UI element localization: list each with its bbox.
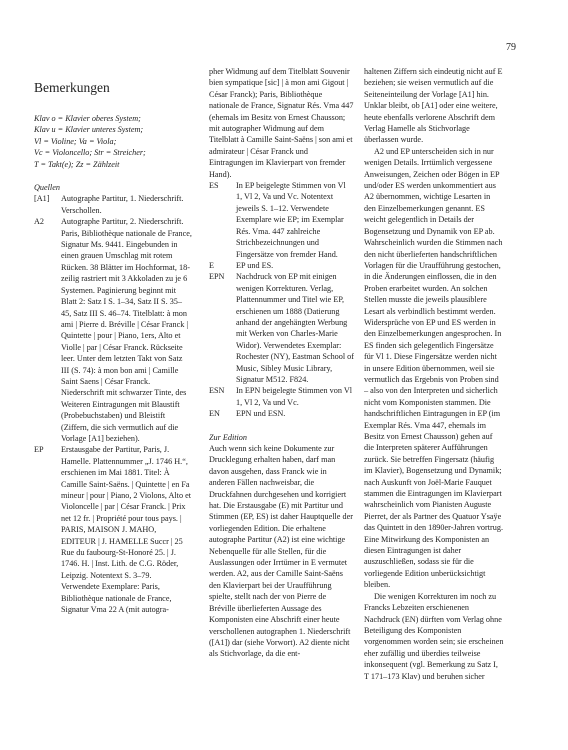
source-text: Autographe Partitur, 2. Niederschrift. Paris, Bibliothèque nationale de France, Signatur Ms. 9441. Eingebunden in einen grauen Umschlag mit rotem Rücken. 38 Blätter im Hochformat, 18-zeilig rastriert mit 3 Akkoladen zu je 6 Systemen. Paginierung beginnt mit Blatt 2: Satz I S. 1–34, Satz II S. 35–45, Satz III S. 46–74. Titelblatt: à mon ami | Pierre d. Bréville | César Franck | Quintette | pour | Piano, 1ers, Alto et Violle | par | César Franck. Rückseite leer. Unter dem letzten Takt von Satz III (S. 74): à mon bon ami | Camille Saint Saens | César Franck. Niederschrift mit schwarzer Tinte, des Weiteren Eintragungen mit Blaustift (Probebuchstaben) und Bleistift (Ziffern, die sich vermutlich auf die Vorlage [A1] beziehen). [61, 217, 192, 443]
source-continuation: pher Widmung auf dem Titelblatt Souvenir bien sympatique [sic] | à mon ami Gigout | César Franck); Paris, Bibliothèque nationale de France, Signatur Rés. Vma 447 (ehemals im Besitz von Ernest Chausson; mit autographer Widmung auf dem Titelblatt à Camille Saint-Saëns | son ami et admirateur | César Franck und Eintragungen im Klavierpart von fremder Hand). [209, 67, 354, 179]
source-entry [209, 408, 354, 419]
edition-paragraph: A2 und EP unterscheiden sich in nur wenigen Details. Irrtümlich vergessene Anweisungen, Zeichen oder Bögen in EP und/oder ES werden unkommentiert aus A2 übernommen, wichtige Lesarten in den Einzelbemerkungen genannt. ES weicht gelegentlich in Details der Bogensetzung und Dynamik von EP ab. Wahrscheinlich wurden die Stimmen nach den nicht überlieferten handschriftlichen Vorlagen für die Uraufführung gestochen, in die Änderungen einflossen, die in den Proben erarbeitet wurden. An solchen Stellen musste die jeweils plausiblere Lesart als verbindlich bestimmt werden. Widersprüche von EP und ES werden in den Einzelbemerkungen angesprochen. In ES finden sich gelegentlich Fingersätze für Vl 1. Diese Fingersätze werden nicht in unsere Edition übernommen, weil sie vermutlich das Ergebnis von Proben sind – also von den Interpreten und sicherlich nicht vom Komponisten stammen. Die handschriftlichen Eintragungen in EP (im Exemplar Rés. Vma 447, ehemals im Besitz von Ernest Chausson) gehen auf die Interpreten späterer Aufführungen zurück. Sie betreffen Fingersatz (häufig im Klavier), Bogensetzung und Dynamik; nach Auskunft von Joël-Marie Fauquet stammen die Eintragungen im Klavierpart wahrscheinlich vom Pianisten Auguste Pierret, der als Partner des Quatuor Ysaÿe das Quintett in den 1890er-Jahren vortrug. Eine Mitwirkung des Komponisten an diesen Eintragungen ist daher auszuschließen, sodass sie für die vorliegende Edition unberücksichtigt bleiben. [364, 146, 503, 590]
edition-heading: Zur Edition [209, 432, 247, 442]
source-siglum: E [209, 260, 215, 270]
source-siglum: EN [209, 409, 220, 419]
source-siglum: ESN [209, 386, 225, 396]
abbreviation-item: Vc = Violoncello; Str = Streicher; [34, 148, 146, 158]
edition-paragraph: haltenen Ziffern sich eindeutig nicht auf E beziehen; sie weisen vermutlich auf die Seiteneinteilung der Vorlage [A1] hin. Unklar bleibt, ob [A1] oder eine weitere, heute ebenfalls verlorene Abschrift dem Verlag Hamelle als Stichvorlage überlassen wurde. [364, 67, 503, 145]
source-entry [209, 385, 354, 408]
source-siglum: A2 [34, 217, 45, 227]
source-text: In EPN beigelegte Stimmen von Vl 1, Vl 2, Va und Vc. [236, 386, 353, 407]
source-text: In EP beigelegte Stimmen von Vl 1, Vl 2, Va und Vc. Notentext jeweils S. 1–12. Verwendete Exemplare wie EP; im Exemplar Rés. Vma. 447 zahlreiche Strichbezeichnungen und Fingersätze von fremder Hand. [236, 181, 346, 259]
column-1 [34, 66, 192, 726]
source-siglum: ES [209, 181, 219, 191]
abbreviation-item: Vl = Violine; Va = Viola; [34, 136, 117, 146]
abbreviation-item: Klav u = Klavier unteres System; [34, 125, 144, 135]
edition-paragraph: Auch wenn sich keine Dokumente zur Drucklegung erhalten haben, darf man davon ausgehen, dass Franck wie in anderen Fällen nachweisbar, die Druckfahnen durchgesehen und korrigiert hat. Die Erstausgabe (E) mit Partitur und Stimmen (EP, ES) ist daher Hauptquelle der vorliegenden Edition. Die erhaltene autographe Partitur (A2) ist eine wichtige Nebenquelle für alle Stellen, für die Auslassungen oder Irrtümer in E vermutet werden. A2, aus der Camille Saint-Saëns den Klavierpart bei der Uraufführung spielte, stellt nach der von Pierre de Bréville überlieferten Aussage des Komponisten eine Abschrift einer heute verschollenen autographen 1. Niederschrift ([A1]) dar (siehe Vorwort). A2 diente nicht als Stichvorlage, da die ent- [209, 444, 353, 659]
source-text: EPN und ESN. [236, 409, 286, 419]
abbreviation-item: Klav o = Klavier oberes System; [34, 114, 141, 123]
source-entry [209, 271, 354, 385]
column-2 [209, 66, 354, 726]
source-text: EP und ES. [236, 260, 274, 270]
abbreviation-list [34, 113, 192, 170]
source-entry [209, 180, 354, 260]
source-siglum: [A1] [34, 194, 50, 204]
source-entry [34, 193, 192, 216]
page-number: 79 [506, 42, 516, 53]
source-text: Nachdruck von EP mit einigen wenigen Korrekturen. Verlag, Plattennummer und Titel wie EP, erschienen um 1888 (Datierung anhand der angehängten Werbung mit Werken von Charles-Marie Widor). Verwendetes Exemplar: Rochester (NY), Eastman School of Music, Sibley Music Library, Signatur M512. F824. [236, 272, 354, 384]
edition-paragraph: Die wenigen Korrekturen im noch zu Francks Lebzeiten erschienenen Nachdruck (EN) dürften vom Verlag ohne Beteiligung des Komponisten vorgenommen worden sein; sie erscheinen eher zufällig und überdies teilweise inkonsequent (vgl. Bemerkung zu Satz I, T 171–173 Klav) und beruhen sicher [364, 591, 504, 681]
source-siglum: EPN [209, 272, 225, 282]
source-entry [34, 444, 192, 615]
abbreviation-item: T = Takt(e); Zz = Zählzeit [34, 159, 120, 169]
source-entry [34, 216, 192, 444]
source-text: Autographe Partitur, 1. Niederschrift. Verschollen. [61, 194, 184, 215]
source-entry [209, 260, 354, 271]
source-text: Erstausgabe der Partitur, Paris, J. Hamelle. Plattennummer „J. 1746 H.“, erschienen im Mai 1881. Titel: À Camille Saint-Saëns. | Quintette | en Fa mineur | pour | Piano, 2 Violons, Alto et Violoncelle | par | César Franck. | Prix net 12 fr. | Propriété pour tous pays. | PARIS, MAISON J. MAHO, EDITEUR | J. HAMELLE Succr | 25 Rue du faubourg-St-Honoré 25. | J. 1746. H. | Inst. Lith. de C.G. Röder, Leipzig. Notentext S. 3–79. Verwendete Exemplare: Paris, Bibliothèque nationale de France, Signatur Vma 22 A (mit autogra- [61, 445, 191, 615]
sources-heading: Quellen [34, 183, 60, 193]
column-3 [364, 66, 504, 726]
page-title: Bemerkungen [34, 80, 110, 95]
source-siglum: EP [34, 445, 44, 455]
